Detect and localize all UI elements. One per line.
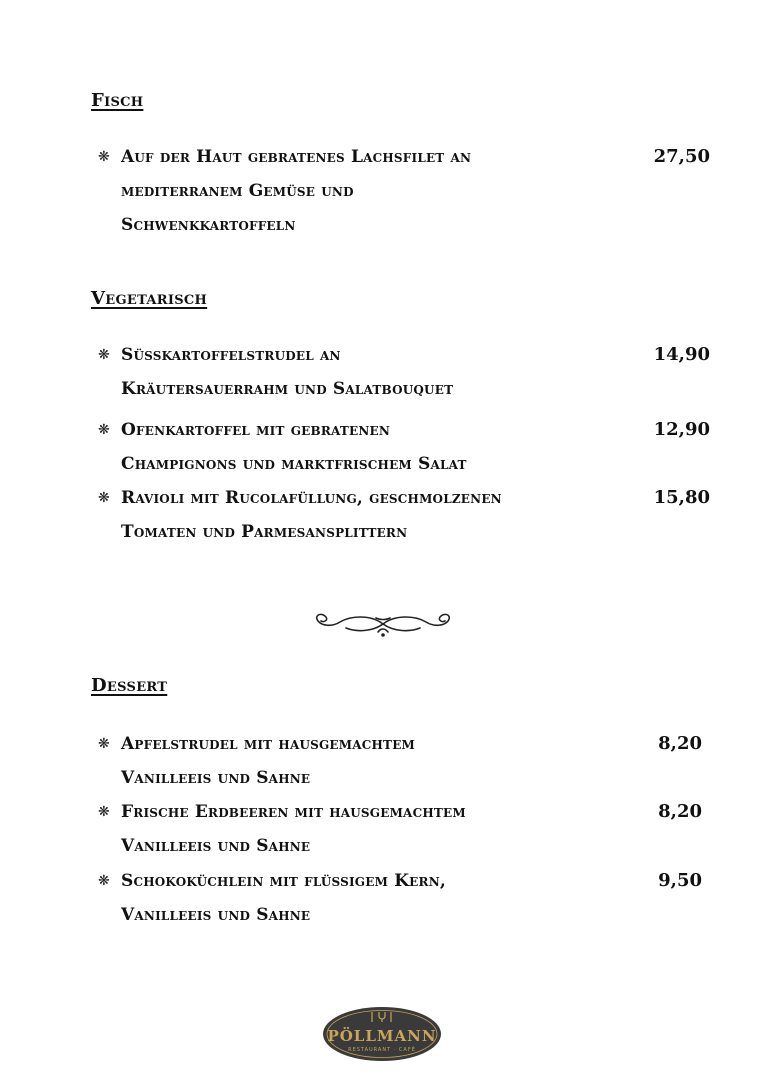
ornament-divider: [310, 606, 456, 642]
bullet-icon: ❋: [98, 804, 110, 820]
poellmann-logo: [322, 1006, 442, 1062]
svg-text:PÖLLMANN: PÖLLMANN: [327, 1027, 437, 1045]
menu-item-name: Auf der Haut gebratenes Lachsfilet an mediterranem Gemüse und Schwenkkartoffeln: [121, 147, 472, 235]
menu-item-name: Frische Erdbeeren mit hausgemachtem Vanilleeis und Sahne: [121, 802, 466, 856]
bullet-icon: ❋: [98, 873, 110, 889]
menu-item-name: Ravioli mit Rucolafüllung, geschmolzenen Tomaten und Parmesansplittern: [121, 488, 502, 542]
section-title-fisch: Fisch: [91, 90, 144, 111]
bullet-icon: ❋: [98, 736, 110, 752]
menu-item-price: 15,80: [653, 487, 710, 508]
bullet-icon: ❋: [98, 422, 110, 438]
section-title-dessert: Dessert: [91, 675, 168, 696]
menu-item-price: 8,20: [658, 801, 702, 822]
menu-item-price: 12,90: [653, 419, 710, 440]
menu-item-price: 9,50: [658, 870, 702, 891]
menu-item-price: 14,90: [653, 344, 710, 365]
menu-item-name: Apfelstrudel mit hausgemachtem Vanilleeis und Sahne: [121, 734, 416, 788]
bullet-icon: ❋: [98, 149, 110, 165]
menu-item-name: Ofenkartoffel mit gebratenen Champignons und marktfrischem Salat: [121, 420, 467, 474]
svg-text:RESTAURANT · CAFÉ: RESTAURANT · CAFÉ: [348, 1047, 416, 1053]
bullet-icon: ❋: [98, 347, 110, 363]
bullet-icon: ❋: [98, 490, 110, 506]
menu-item-name: Süsskartoffelstrudel an Kräutersauerrahm und Salatbouquet: [121, 345, 454, 399]
menu-item-price: 8,20: [658, 733, 702, 754]
menu-item-name: Schokoküchlein mit flüssigem Kern, Vanilleeis und Sahne: [121, 871, 446, 925]
menu-item-price: 27,50: [653, 146, 710, 167]
section-title-vegetarisch: Vegetarisch: [91, 288, 208, 309]
